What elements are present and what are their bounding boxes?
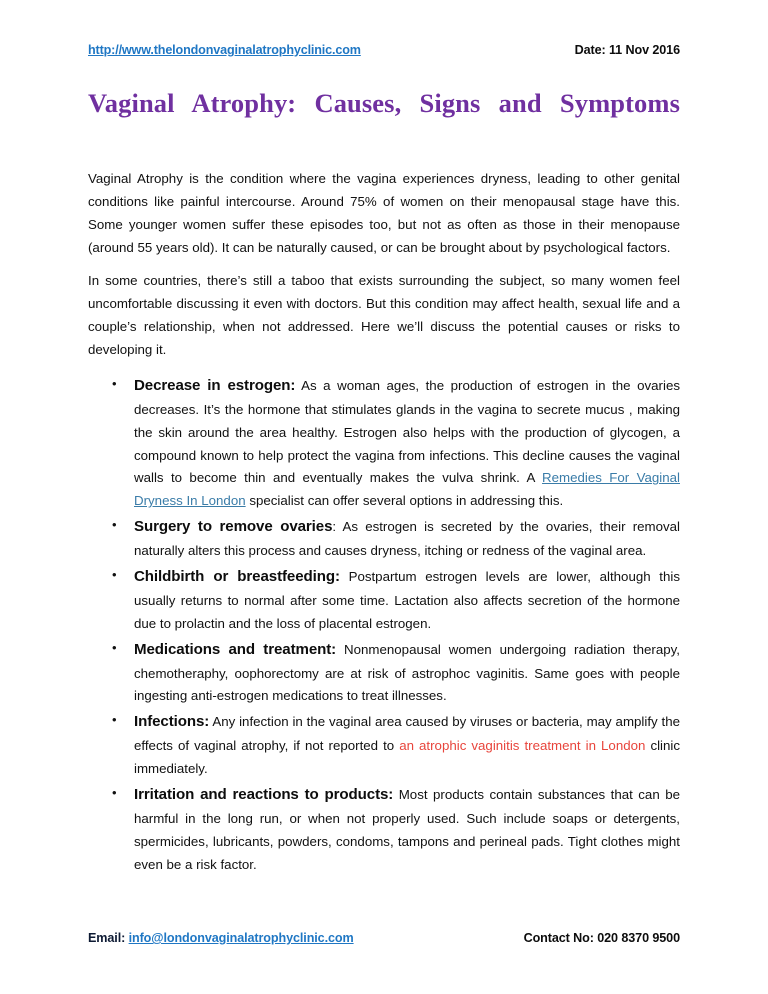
inline-link[interactable]: an atrophic vaginitis treatment in London (399, 738, 646, 754)
page-title: Vaginal Atrophy: Causes, Signs and Symptoms (88, 88, 680, 118)
list-item-text: Most products contain substances that can be harmful in the long run, or when not properly used. Such include soaps or detergents, spermicides, lubricants, powders, condoms, tampons and perineal pads. Tight clothes might even be a risk factor. (134, 786, 681, 872)
list-item-text-trailing: clinic immediately. (134, 738, 680, 777)
header-website-link[interactable]: http://www.thelondonvaginalatrophyclinic.com (88, 43, 361, 57)
bullet-point-icon: • (112, 712, 117, 728)
footer-contact: Contact No: 020 8370 9500 (523, 931, 680, 945)
intro-paragraph-1: Vaginal Atrophy is the condition where the vagina experiences dryness, leading to other genital conditions like painful intercourse. Around 75% of women on their menopausal stage have this. Some younger women suffer these episodes too, but not as often as those in their menopause (around 55 years old). It can be naturally caused, or can be brought about by psychological factors. (88, 171, 680, 255)
footer-email-block (88, 931, 354, 945)
bullet-point-icon: • (112, 639, 117, 655)
bullet-point-icon: • (112, 566, 117, 582)
list-item-text: As a woman ages, the production of estrogen in the ovaries decreases. It’s the hormone that stimulates glands in the vagina to secrete mucus , making the skin around the area healthy. Estrogen also helps with the production of glycogen, a compound known to help protect the vagina from infections. This decline causes the vaginal walls to become thin and eventually makes the vulva shrink. A (134, 377, 680, 486)
list-item (88, 373, 680, 513)
list-item-lead: Surgery to remove ovaries (134, 518, 333, 536)
intro-paragraph-2: In some countries, there’s still a taboo that exists surrounding the subject, so many women feel uncomfortable discussing it even with doctors. But this condition may affect health, sexual life and a couple’s relationship, when not addressed. Here we’ll discuss the potential causes or risks to developing it. (88, 273, 680, 358)
list-item (88, 637, 680, 709)
bullet-point-icon: • (112, 517, 117, 533)
bullet-point-icon: • (112, 375, 117, 391)
bullet-point-icon: • (112, 784, 117, 800)
list-item-text: Nonmenopausal women undergoing radiation therapy, chemotheraphy, oophorectomy are at risk of astrophoc vaginitis. Same goes with people ingesting anti-estrogen medications to treat illnesses. (134, 641, 681, 704)
list-item-lead: Childbirth or breastfeeding: (134, 567, 340, 585)
list-item-text: : As estrogen is secreted by the ovaries, their removal naturally alters this process and causes dryness, itching or redness of the vaginal area. (134, 519, 680, 559)
document-body (88, 168, 680, 877)
list-item (88, 564, 680, 636)
causes-list (88, 373, 680, 877)
list-item (88, 782, 680, 877)
list-item-text: Any infection in the vaginal area caused by viruses or bacteria, may amplify the effects of vaginal atrophy, if not reported to (134, 714, 680, 754)
list-item (88, 514, 680, 563)
list-item (88, 709, 680, 781)
list-item-lead: Decrease in estrogen: (134, 376, 296, 394)
document-header (88, 43, 680, 57)
list-item-lead: Medications and treatment: (134, 640, 337, 658)
list-item-lead: Irritation and reactions to products: (134, 785, 394, 803)
footer-email-link[interactable]: info@londonvaginalatrophyclinic.com (128, 931, 354, 945)
list-item-text: Postpartum estrogen levels are lower, although this usually returns to normal after some time. Lactation also affects secretion of the hormone due to prolactin and the loss of placental estrogen. (134, 568, 680, 631)
document-footer (88, 931, 680, 945)
list-item-lead: Infections: (134, 713, 210, 731)
footer-email-label: Email: (88, 931, 129, 945)
header-date: Date: 11 Nov 2016 (574, 43, 680, 57)
list-item-text-trailing: specialist can offer several options in addressing this. (245, 493, 564, 509)
inline-link[interactable]: Remedies For Vaginal Dryness In London (134, 470, 680, 509)
